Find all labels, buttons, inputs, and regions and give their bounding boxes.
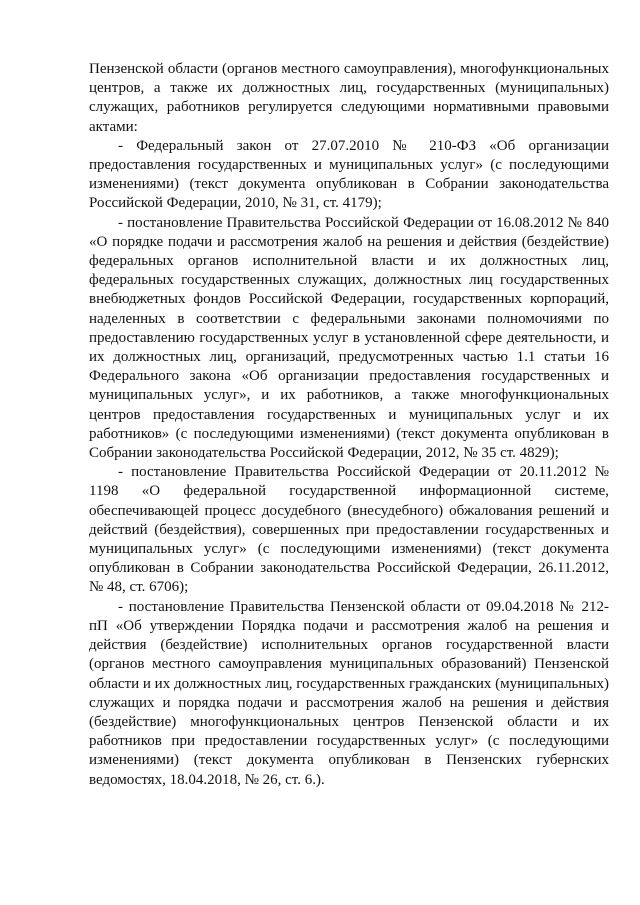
document-page	[89, 60, 609, 790]
paragraph-resolution-1198: - постановление Правительства Российской Федерации от 20.11.2012 № 1198 «О федеральной государственной информационной системе, обеспечивающей процесс досудебного (внесудебного) обжалования решений и действий (бездействия), совершенных при предоставлении государственных и муниципальных услуг» (с последующими изменениями) (текст документа опубликован в Собрании законодательства Российской Федерации, 26.11.2012, № 48, ст. 6706);	[89, 464, 609, 596]
paragraph-resolution-840: - постановление Правительства Российской Федерации от 16.08.2012 № 840 «О порядке подачи и рассмотрения жалоб на решения и действия (бездействие) федеральных органов исполнительной власти и их должностных лиц, федеральных государственных служащих, должностных лиц государственных внебюджетных фондов Российской Федерации, государственных корпораций, наделенных в соответствии с федеральными законами полномочиями по предоставлению государственных услуг в установленной сфере деятельности, и их должностных лиц, организаций, предусмотренных частью 1.1 статьи 16 Федерального закона «Об организации предоставления государственных и муниципальных услуг», и их работников, а также многофункциональных центров предоставления государственных и муниципальных услуг и их работников» (с последующими изменениями) (текст документа опубликован в Собрании законодательства Российской Федерации, 2012, № 35 ст. 4829);	[89, 214, 609, 462]
paragraph-continuation: Пензенской области (органов местного самоуправления), многофункциональных центров, а также их должностных лиц, государственных (муниципальных) служащих, работников регулируется следующими нормативными правовыми актами:	[89, 61, 609, 135]
paragraph-penza-resolution-212: - постановление Правительства Пензенской области от 09.04.2018 № 212-пП «Об утверждении Порядка подачи и рассмотрения жалоб на решения и действия (бездействие) исполнительных органов государственной власти (органов местного самоуправления муниципальных образований) Пензенской области и их должностных лиц, государственных гражданских (муниципальных) служащих и порядка подачи и рассмотрения жалоб на решения и действия (бездействие) многофункциональных центров Пензенской области и их работников при предоставлении государственных услуг» (с последующими изменениями) (текст документа опубликован в Пензенских губернских ведомостях, 18.04.2018, № 26, ст. 6.).	[89, 598, 609, 788]
paragraph-federal-law-210: - Федеральный закон от 27.07.2010 № 210-ФЗ «Об организации предоставления государственных и муниципальных услуг» (с последующими изменениями) (текст документа опубликован в Собрании законодательства Российской Федерации, 2010, № 31, ст. 4179);	[89, 137, 609, 212]
